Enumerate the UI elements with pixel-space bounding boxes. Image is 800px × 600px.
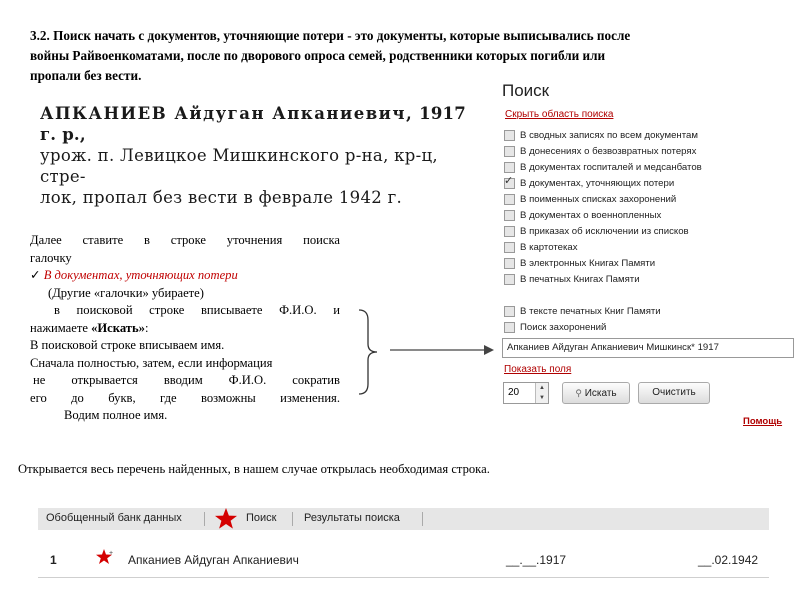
option-label: В донесениях о безвозвратных потерях xyxy=(520,145,697,157)
option-memory-books-text[interactable] xyxy=(504,304,661,318)
checkbox[interactable] xyxy=(504,210,515,221)
option-pow-docs[interactable] xyxy=(504,208,661,222)
result-loss-date: __.02.1942 xyxy=(698,553,759,567)
star-icon xyxy=(96,548,114,566)
option-hospitals[interactable] xyxy=(504,160,702,174)
checkmark-icon: ✓ xyxy=(30,268,41,282)
instr-line-11: Водим полное имя. xyxy=(64,408,168,422)
checkbox[interactable] xyxy=(504,258,515,269)
option-label: В тексте печатных Книг Памяти xyxy=(520,305,661,317)
result-number: 1 xyxy=(50,553,57,567)
instr-search-word: «Искать» xyxy=(91,320,145,335)
option-electronic-memory-books[interactable] xyxy=(504,256,655,270)
archive-birth: 1917 г. р., xyxy=(40,104,466,144)
clear-button[interactable]: Очистить xyxy=(638,382,710,404)
star-icon xyxy=(214,507,238,531)
instr-line-6-prefix: нажимаете xyxy=(30,320,92,335)
option-label: В печатных Книгах Памяти xyxy=(520,273,640,285)
instr-line-6 xyxy=(30,320,340,338)
checkbox[interactable] xyxy=(504,306,515,317)
option-burial-search[interactable] xyxy=(504,320,606,334)
hide-search-area-link[interactable]: Скрыть область поиска xyxy=(505,109,614,120)
instr-line-5: в поисковой строке вписываете Ф.И.О. и xyxy=(54,303,340,317)
crumb-divider xyxy=(292,512,293,526)
result-name[interactable]: Апканиев Айдуган Апканиевич xyxy=(128,553,299,567)
option-label: В документах, уточняющих потери xyxy=(520,177,675,189)
checkbox[interactable] xyxy=(504,242,515,253)
instr-line-7: В поисковой строке вписываем имя. xyxy=(30,338,225,352)
search-button-label: Искать xyxy=(584,388,617,399)
checkbox[interactable] xyxy=(504,162,515,173)
search-panel xyxy=(500,76,795,436)
arrow-right-icon xyxy=(390,343,495,357)
instr-line-1: Далее ставите в строке уточнения поиска xyxy=(30,233,340,247)
option-label: В приказах об исключении из списков xyxy=(520,225,689,237)
option-label: В электронных Книгах Памяти xyxy=(520,257,656,269)
checkbox[interactable] xyxy=(504,226,515,237)
option-printed-memory-books[interactable] xyxy=(504,272,640,286)
archive-line-3: лок, пропал без вести в феврале 1942 г. xyxy=(40,188,403,207)
option-summary-records[interactable] xyxy=(504,128,698,142)
instr-line-8: Сначала полностью, затем, если информация xyxy=(30,355,273,370)
option-exclusion-orders[interactable] xyxy=(504,224,689,238)
option-label: Поиск захоронений xyxy=(520,321,607,333)
result-divider xyxy=(38,577,769,578)
option-card-files[interactable] xyxy=(504,240,578,254)
search-input[interactable]: Апканиев Айдуган Апканиевич Мишкинск* 1917 xyxy=(502,338,794,358)
archive-line-2: урож. п. Левицкое Мишкинского р-на, кр-ц, стре- xyxy=(40,146,438,186)
results-caption: Открывается весь перечень найденных, в нашем случае открылась необходимая строка. xyxy=(18,462,490,476)
option-label: В поименных списках захоронений xyxy=(520,193,677,205)
brace-icon xyxy=(355,308,381,396)
option-burial-lists[interactable] xyxy=(504,192,676,206)
option-irrecoverable-losses[interactable] xyxy=(504,144,696,158)
instructions-block xyxy=(30,232,340,425)
heading-line-3: пропали без вести. xyxy=(30,68,142,83)
instr-line-2: галочку xyxy=(30,250,72,265)
crumb-general-databank[interactable]: Обобщенный банк данных xyxy=(46,512,182,524)
option-loss-clarifying-docs[interactable] xyxy=(504,176,674,190)
crumb-divider xyxy=(204,512,205,526)
crumb-search[interactable]: Поиск xyxy=(246,512,277,524)
instr-line-4: (Другие «галочки» убираете) xyxy=(48,285,204,300)
instr-line-9: не открывается вводим Ф.И.О. сократив xyxy=(33,373,340,387)
heading-line-1: 3.2. Поиск начать с документов, уточняющие потери - это документы, которые выписывались после xyxy=(30,28,631,43)
checkbox-checked[interactable] xyxy=(504,178,515,189)
checkbox[interactable] xyxy=(504,146,515,157)
results-breadcrumb-bar xyxy=(38,508,769,530)
results-count-stepper[interactable] xyxy=(503,382,549,404)
option-label: В документах о военнопленных xyxy=(520,209,662,221)
instr-line-10: его до букв, где возможны изменения. xyxy=(30,390,340,405)
checkbox[interactable] xyxy=(504,274,515,285)
instr-line-6-suffix: : xyxy=(144,320,149,335)
option-label: В документах госпиталей и медсанбатов xyxy=(520,161,702,173)
show-fields-link[interactable]: Показать поля xyxy=(504,364,572,375)
checkbox[interactable] xyxy=(504,130,515,141)
option-label: В картотеках xyxy=(520,241,578,253)
option-label: В сводных записях по всем документам xyxy=(520,129,698,141)
help-link[interactable]: Помощь xyxy=(743,416,783,427)
results-count-value: 20 xyxy=(508,387,520,398)
magnifier-icon: ⚲ xyxy=(575,388,582,398)
result-birth-date: __.__.1917 xyxy=(506,553,567,567)
instr-check-text: В документах, уточняющих потери xyxy=(43,268,238,282)
svg-text:+: + xyxy=(109,550,114,557)
crumb-search-results[interactable]: Результаты поиска xyxy=(304,512,400,524)
crumb-divider xyxy=(422,512,423,526)
search-panel-title: Поиск xyxy=(502,81,550,100)
archive-line-1 xyxy=(40,103,475,145)
archive-record-excerpt xyxy=(40,103,475,207)
search-button[interactable] xyxy=(562,382,630,404)
checkbox[interactable] xyxy=(504,194,515,205)
archive-name: АПКАНИЕВ Айдуган Апканиевич, xyxy=(40,104,414,123)
heading-line-2: войны Райвоенкоматами, после по дворового опроса семей, родственники которых погибли или xyxy=(30,48,606,63)
result-row[interactable] xyxy=(38,542,769,576)
stepper-arrows-icon[interactable]: ▲ ▼ xyxy=(535,383,548,403)
instr-check-line xyxy=(30,267,340,285)
checkbox[interactable] xyxy=(504,322,515,333)
